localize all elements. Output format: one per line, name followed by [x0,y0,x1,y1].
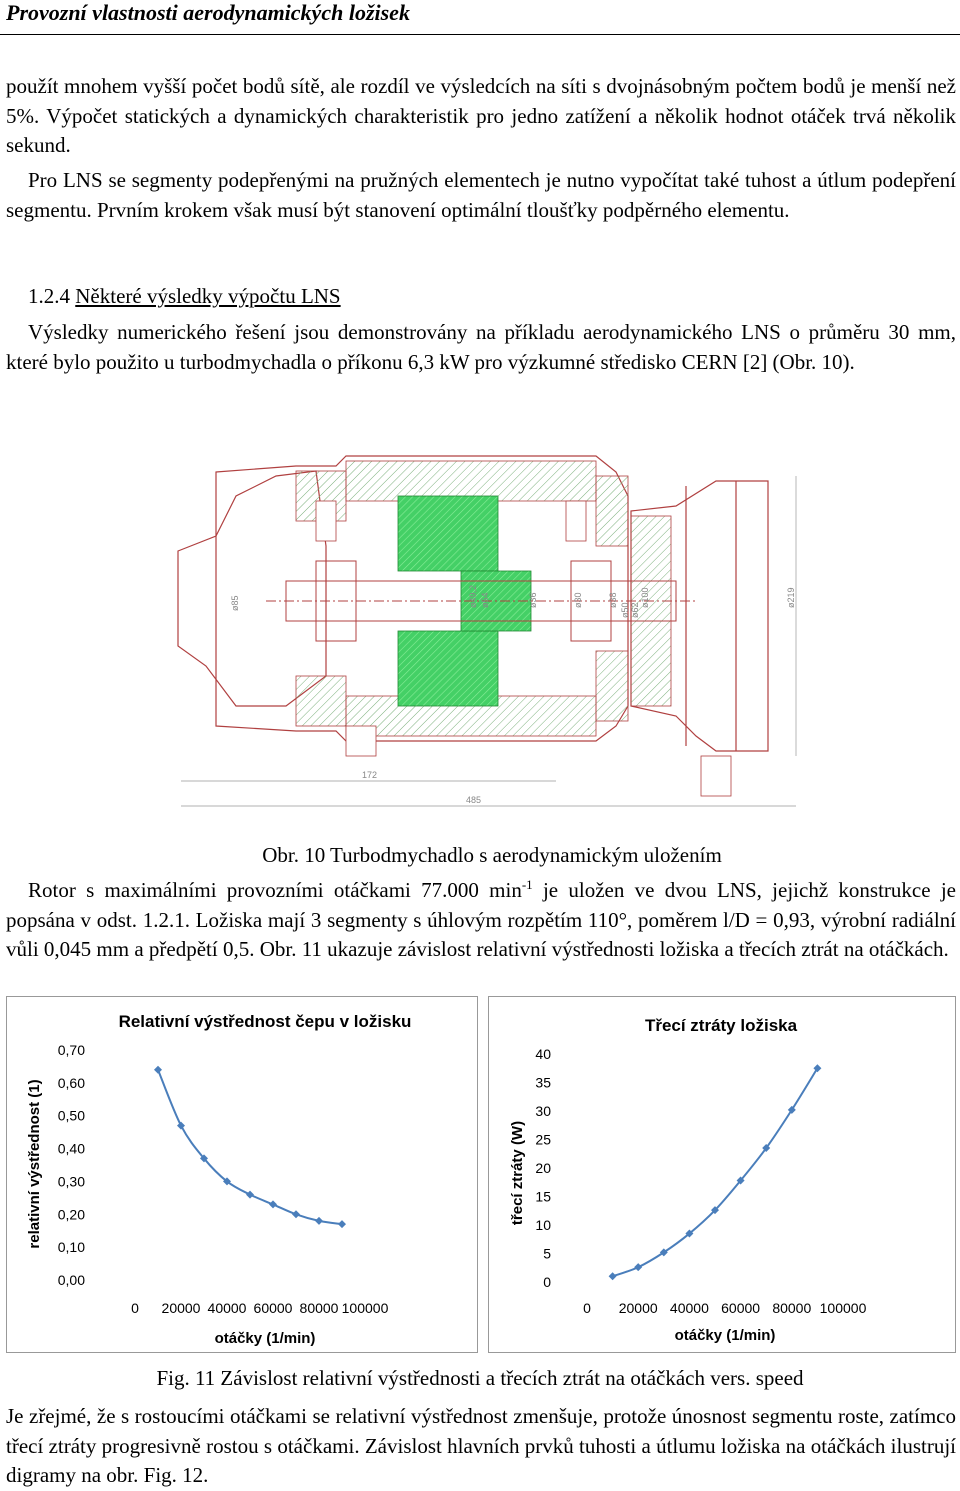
header-rule [0,34,960,35]
x-tick-label: 20000 [161,1300,201,1316]
y-tick-label: 0,40 [57,1140,85,1157]
paragraph-4-a: Rotor s maximálními provozními otáčkami 77.000 min [28,878,522,902]
paragraph-4-sup: -1 [521,877,533,892]
dim-label: ø219 [786,587,796,608]
y-tick-label: 30 [535,1103,551,1119]
data-point [269,1200,277,1208]
dim-label: ø100 [640,587,650,608]
figure-10-caption: Obr. 10 Turbodmychadlo s aerodynamickým uložením [262,843,722,867]
y-axis-label: relativní výstřednost (1) [26,1079,43,1249]
y-tick-label: 15 [535,1188,551,1205]
data-point [338,1220,346,1228]
x-tick-label: 100000 [819,1300,867,1316]
dim-label: ø50 [620,602,630,618]
dim-label: ø30 [573,592,583,608]
x-axis-label: otáčky (1/min) [214,1330,316,1347]
y-tick-label: 0 [543,1274,551,1290]
y-tick-label: 0,20 [57,1206,85,1223]
paragraph-4-b: je uložen ve dvou LNS, jejichž konstrukce je popsána v odst. 1.2.1. Ložiska mají 3 segmenty s úhlovým rozpětím 110°, poměrem l/D = 0,93, výrobní radiální vůli 0,045 mm a předpětí 0,5. Obr. 11 ukazuje závislost relativní výstřednosti ložiska a třecích ztrát na otáčkách. [6,878,956,961]
x-tick-label: 20000 [618,1300,658,1316]
x-tick-label: 40000 [207,1300,247,1316]
section-title: Některé výsledky výpočtu LNS [75,284,341,308]
x-tick-label: 60000 [721,1300,761,1316]
paragraph-4 [6,876,956,965]
dim-172: 172 [362,770,378,780]
dim-label: ø62 [630,602,640,618]
running-header: Provozní vlastnosti aerodynamických ložisek [6,0,410,25]
paragraph-3: Výsledky numerického řešení jsou demonstrovány na příkladu aerodynamického LNS o průměru 30 mm, které bylo použito u turbodmychadla o příkonu 6,3 kW pro výzkumné středisko CERN [2] (Obr. 10). [6,320,956,374]
x-tick-label: 0 [583,1300,591,1316]
chart-eccentricity-svg [7,997,477,1352]
dim-485: 485 [466,795,482,805]
x-tick-label: 80000 [299,1300,339,1316]
data-point [177,1122,185,1130]
chart-eccentricity [6,996,478,1353]
x-tick-label: 0 [131,1300,139,1316]
x-axis-label: otáčky (1/min) [674,1327,776,1344]
chart-title: Třecí ztráty ložiska [644,1016,798,1035]
data-point [634,1263,642,1271]
y-tick-label: 0,10 [57,1239,85,1256]
paragraph-2: Pro LNS se segmenty podepřenými na pružných elementech je nutno vypočítat také tuhost a útlum podepření segmentu. Prvním krokem však musí být stanovení optimální tloušťky podpěrného elementu. [6,168,956,222]
cross-section-svg [176,436,810,840]
chart-friction [488,996,956,1353]
series-line [158,1070,342,1224]
x-tick-label: 80000 [772,1300,812,1316]
y-tick-label: 10 [535,1217,551,1233]
y-tick-label: 0,60 [57,1074,85,1091]
x-tick-label: 100000 [341,1300,389,1316]
data-point [609,1272,617,1280]
y-tick-label: 25 [535,1131,551,1148]
turbocharger-drawing [176,436,810,840]
paragraph-1: použít mnohem vyšší počet bodů sítě, ale rozdíl ve výsledcích na síti s dvojnásobným počtem bodů je menší než 5%. Výpočet statických a dynamických charakteristik pro jedno zatížení a několik hodnot otáček trvá několik sekund. [6,74,956,157]
y-tick-label: 35 [535,1074,551,1091]
dim-label: ø49,2 [468,584,478,608]
data-point [292,1210,300,1218]
y-tick-label: 0,30 [57,1173,85,1190]
chart-title: Relativní výstřednost čepu v ložisku [118,1012,412,1031]
y-tick-label: 40 [535,1046,551,1062]
x-tick-label: 60000 [253,1300,293,1316]
paragraph-5: Je zřejmé, že s rostoucími otáčkami se relativní výstřednost zmenšuje, protože únosnost segmentu roste, zatímco třecí ztráty progresivně rostou s otáčkami. Závislost hlavních prvků tuhosti a útlumu ložiska na otáčkách ilustrují digramy na obr. Fig. 12. [6,1404,956,1487]
section-heading [28,284,341,309]
y-tick-label: 0,50 [57,1107,85,1124]
y-tick-label: 20 [535,1160,551,1176]
chart-friction-svg [489,997,955,1352]
figure-11-caption: Fig. 11 Závislost relativní výstřednosti a třecích ztrát na otáčkách vers. speed [156,1366,804,1390]
dim-label: ø38 [608,592,618,608]
series-line [613,1068,818,1276]
data-point [246,1191,254,1199]
y-tick-label: 0,70 [57,1042,85,1058]
data-point [315,1217,323,1225]
section-number: 1.2.4 [28,284,70,308]
y-tick-label: 5 [543,1245,551,1262]
dim-label: ø36 [528,592,538,608]
dim-label: ø54 [480,592,490,608]
dim-label: ø85 [230,595,240,611]
data-point [154,1066,162,1074]
y-tick-label: 0,00 [57,1272,85,1288]
y-axis-label: třecí ztráty (W) [509,1120,526,1226]
x-tick-label: 40000 [669,1300,709,1316]
